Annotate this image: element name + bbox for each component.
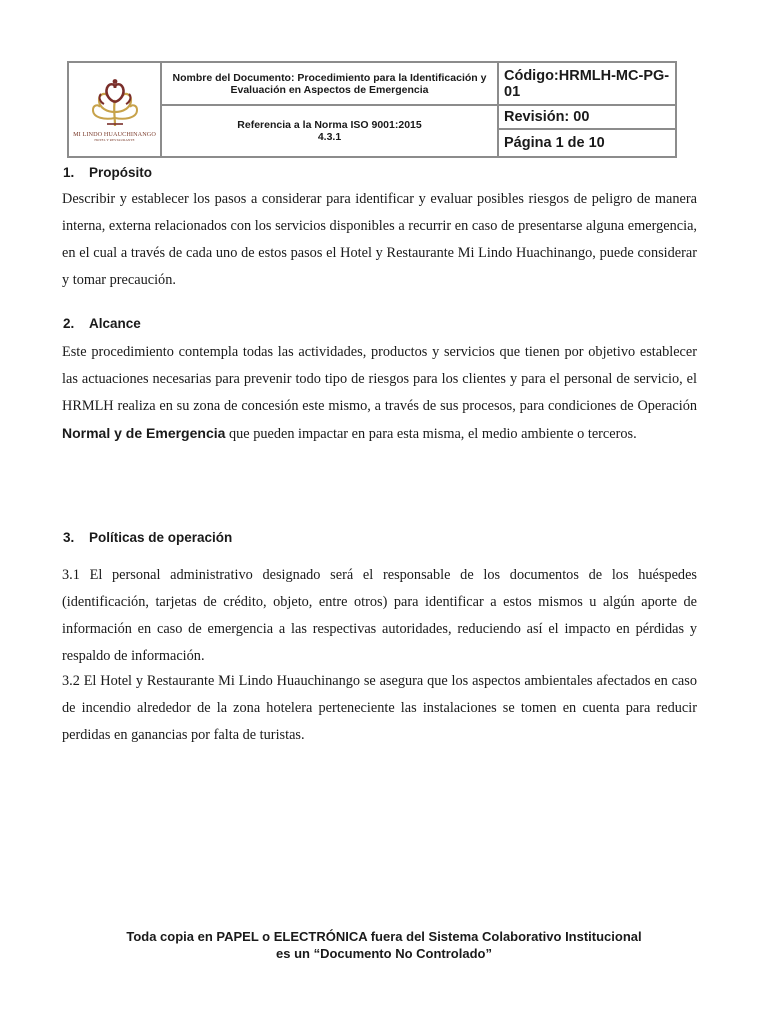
code-cell (498, 62, 676, 105)
section-1-heading (63, 165, 152, 180)
section-3-number: 3. (63, 530, 75, 545)
revision-number: Revisión: 00 (504, 109, 590, 125)
section-2-title: Alcance (89, 316, 141, 331)
section-2-number: 2. (63, 316, 75, 331)
hotel-logo (69, 78, 160, 142)
logo-name: MI LINDO HUAUCHINANGO (73, 130, 156, 138)
footer-line-2: es un “Documento No Controlado” (276, 946, 492, 961)
section-2-text-start: Este procedimiento contempla todas las actividades, productos y servicios que tienen por objetivo establecer las actuaciones necesarias para prevenir todo tipo de riesgos para los clientes y para el personal de servicio, el HRMLH realiza en su zona de concesión este mismo, a través de sus procesos, para condiciones de Operación (62, 344, 697, 414)
section-1-paragraph: Describir y establecer los pasos a considerar para identificar y evaluar posibles riesgos de peligro de manera interna, externa relacionados con los servicios disponibles a recurrir en caso de presentarse alguna emergencia, en el cual a través de cada uno de estos pasos el Hotel y Restaurante Mi Lindo Huachinango, puede considerar y tomar precaución. (62, 191, 697, 288)
footer-notice (0, 928, 768, 962)
footer-line-1: Toda copia en PAPEL o ELECTRÓNICA fuera del Sistema Colaborativo Institucional (126, 929, 642, 944)
logo-cell (68, 62, 161, 157)
page-number: Página 1 de 10 (504, 135, 605, 151)
document-name-cell (161, 62, 498, 105)
document-header-table (67, 61, 677, 158)
section-3-paragraph-1: 3.1 El personal administrativo designado será el responsable de los documentos de los huéspedes (identificación, tarjetas de crédito, objeto, entre otros) para identificar a estos mismos u algún aporte de información en caso de emergencia a las respectivas autoridades, reduciendo así el impacto en pérdidas y respaldo de información. (62, 567, 697, 664)
document-code: Código:HRMLH-MC-PG-01 (504, 67, 670, 100)
logo-tree-icon (85, 78, 145, 130)
section-1-number: 1. (63, 165, 75, 180)
reference-line-2: 4.3.1 (317, 131, 342, 143)
section-1-title: Propósito (89, 165, 152, 180)
section-2-heading (63, 316, 141, 331)
logo-subtitle: HOTEL Y RESTAURANTE (94, 137, 135, 142)
section-2-paragraph (62, 339, 697, 448)
revision-cell (498, 105, 676, 129)
section-3-paragraph-2: 3.2 El Hotel y Restaurante Mi Lindo Huauchinango se asegura que los aspectos ambientales afectados en caso de incendio alrededor de la zona hotelera perteneciente las instalaciones se tomen en cuenta para reducir perdidas en ganancias por falta de turistas. (62, 673, 697, 743)
reference-cell (161, 105, 498, 157)
section-3-title: Políticas de operación (89, 530, 233, 545)
section-3-heading (63, 530, 232, 545)
document-name: Nombre del Documento: Procedimiento para la Identificación y Evaluación en Aspectos de Emergencia (172, 71, 487, 96)
section-2-emphasis: Normal y de Emergencia (62, 425, 226, 441)
section-2-text-end: que pueden impactar en para esta misma, el medio ambiente o terceros. (225, 426, 637, 442)
reference-line-1: Referencia a la Norma ISO 9001:2015 (237, 119, 422, 131)
page-cell (498, 129, 676, 157)
